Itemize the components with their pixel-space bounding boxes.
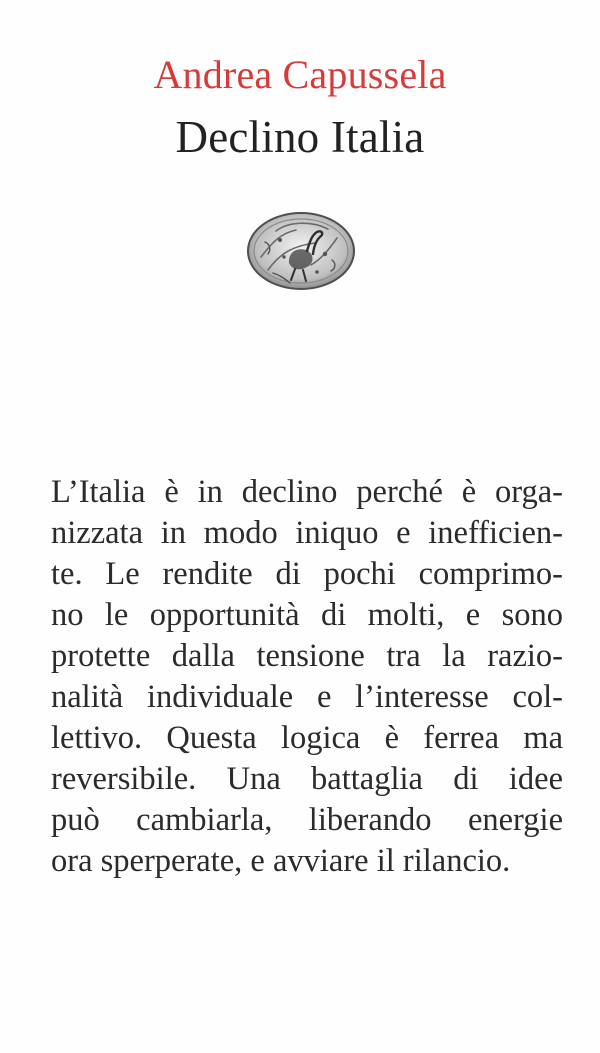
description-line: può cambiarla, liberando energie <box>51 802 563 838</box>
description-line: nizzata in modo iniquo e inefficien- <box>51 515 563 551</box>
description-line: lettivo. Questa logica è ferrea ma <box>51 720 563 756</box>
ostrich-seal-icon <box>245 209 357 293</box>
author-name: Andrea Capussela <box>153 52 447 97</box>
description-line: te. Le rendite di pochi comprimo- <box>51 556 563 592</box>
description-line: no le opportunità di molti, e sono <box>51 597 563 633</box>
description-line: L’Italia è in declino perché è orga- <box>51 474 563 510</box>
description-line: protette dalla tensione tra la razio- <box>51 638 563 674</box>
description-line: reversibile. Una battaglia di idee <box>51 761 563 797</box>
back-cover-description <box>51 472 563 882</box>
description-line: ora sperperate, e avviare il rilancio. <box>51 843 511 879</box>
book-title: Declino Italia <box>175 112 425 162</box>
description-line: nalità individuale e l’interesse col- <box>51 679 563 715</box>
